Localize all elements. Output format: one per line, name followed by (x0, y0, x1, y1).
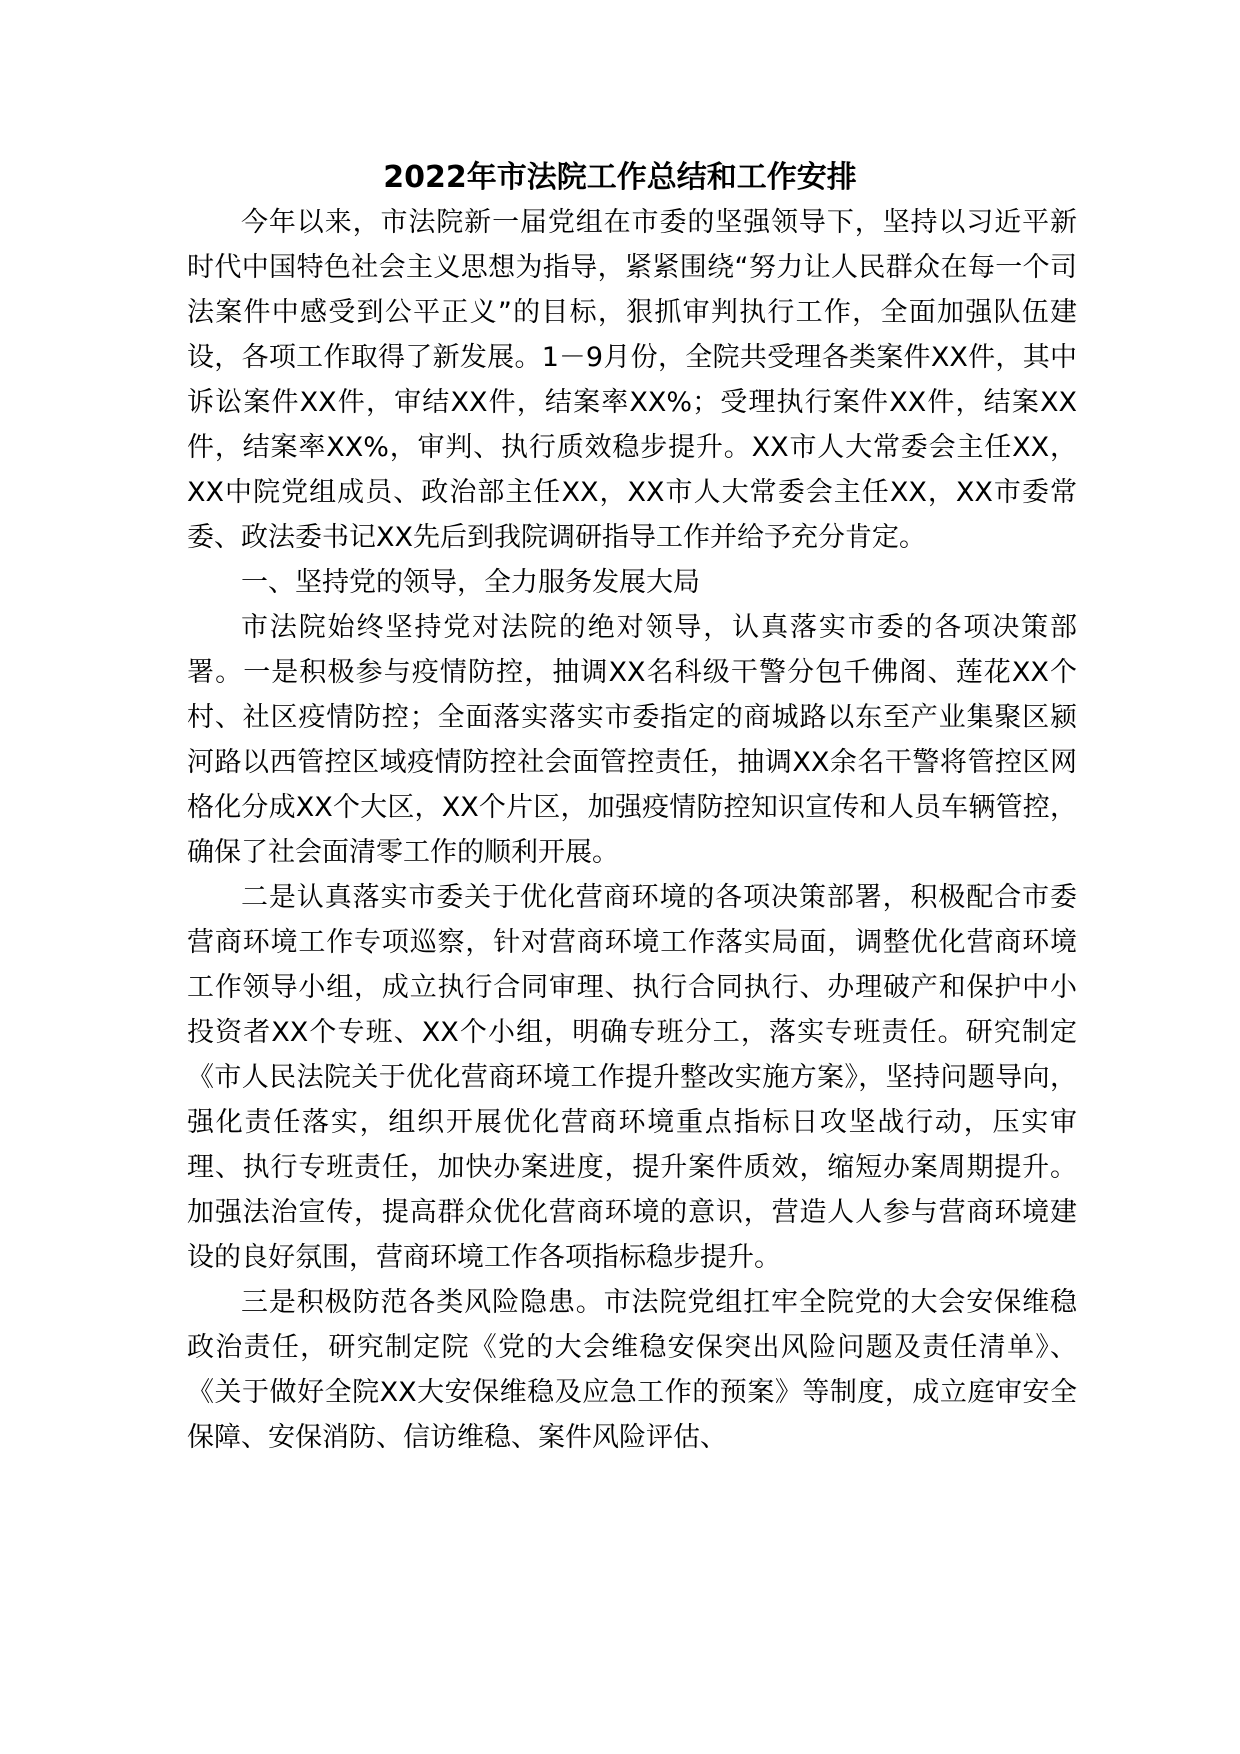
paragraph-risk-prevention: 三是积极防范各类风险隐患。市法院党组扛牢全院党的大会安保维稳政治责任，研究制定院《党的大会维稳安保突出风险问题及责任清单》、《关于做好全院XX大安保维稳及应急工作的预案》等制度，成立庭审安全保障、安保消防、信访维稳、案件风险评估、 (187, 1287, 1077, 1453)
section-heading-1: 一、坚持党的领导，全力服务发展大局 (241, 567, 700, 598)
paragraph-intro: 今年以来，市法院新一届党组在市委的坚强领导下，坚持以习近平新时代中国特色社会主义思想为指导，紧紧围绕“努力让人民群众在每一个司法案件中感受到公平正义”的目标，狠抓审判执行工作，全面加强队伍建设，各项工作取得了新发展。1－9月份，全院共受理各类案件XX件，其中诉讼案件XX件，审结XX件，结案率XX%；受理执行案件XX件，结案XX件，结案率XX%，审判、执行质效稳步提升。XX市人大常委会主任XX，XX中院党组成员、政治部主任XX，XX市人大常委会主任XX，XX市委常委、政法委书记XX先后到我院调研指导工作并给予充分肯定。 (187, 207, 1077, 553)
paragraph-epidemic-control: 市法院始终坚持党对法院的绝对领导，认真落实市委的各项决策部署。一是积极参与疫情防控，抽调XX名科级干警分包千佛阁、莲花XX个村、社区疫情防控；全面落实落实市委指定的商城路以东至产业集聚区颍河路以西管控区域疫情防控社会面管控责任，抽调XX余名干警将管控区网格化分成XX个大区，XX个片区，加强疫情防控知识宣传和人员车辆管控，确保了社会面清零工作的顺利开展。 (187, 612, 1077, 868)
paragraph-business-environment: 二是认真落实市委关于优化营商环境的各项决策部署，积极配合市委营商环境工作专项巡察，针对营商环境工作落实局面，调整优化营商环境工作领导小组，成立执行合同审理、执行合同执行、办理破产和保护中小投资者XX个专班、XX个小组，明确专班分工，落实专班责任。研究制定《市人民法院关于优化营商环境工作提升整改实施方案》，坚持问题导向，强化责任落实，组织开展优化营商环境重点指标日攻坚战行动，压实审理、执行专班责任，加快办案进度，提升案件质效，缩短办案周期提升。加强法治宣传，提高群众优化营商环境的意识，营造人人参与营商环境建设的良好氛围，营商环境工作各项指标稳步提升。 (187, 882, 1077, 1273)
document-title: 2022年市法院工作总结和工作安排 (383, 160, 857, 195)
document-body (187, 200, 1077, 1460)
